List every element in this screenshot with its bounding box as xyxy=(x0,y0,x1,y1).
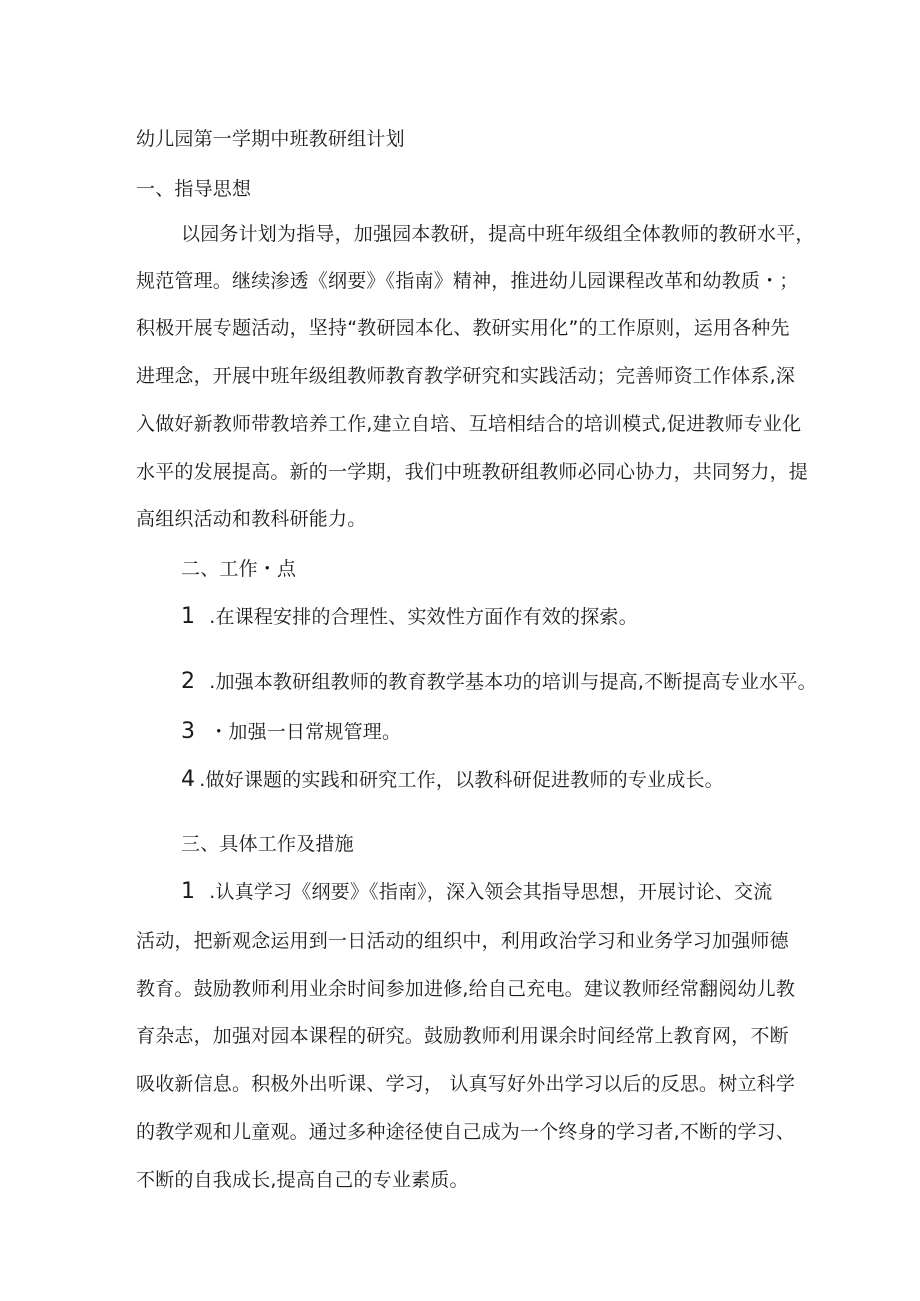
section-1-line-2: 规范管理。继续渗透《纲要》《指南》精神，推进幼儿园课程改革和幼教质・； xyxy=(136,270,799,292)
section-3-line-6: 的教学观和儿童观。通过多种途径使自己成为一个终身的学习者,不断的学习、 xyxy=(136,1121,796,1143)
section-1-line-7: 高组织活动和教科研能力。 xyxy=(136,508,367,530)
item-number: 1 xyxy=(181,604,196,629)
section-2-heading: 二、工作・点 xyxy=(181,558,297,580)
item-text: ・加强一日常规管理。 xyxy=(209,721,402,743)
section-3-line-3: 教育。鼓励教师利用业余时间参加进修,给自己充电。建议教师经常翻阅幼儿教 xyxy=(136,978,796,1000)
section-1-line-1: 以园务计划为指导，加强园本教研，提高中班年级组全体教师的教研水平， xyxy=(181,223,815,245)
section-3-line-2: 活动，把新观念运用到一日活动的组织中，利用政治学习和业务学习加强师德 xyxy=(136,930,789,952)
work-focus-item-4 xyxy=(181,768,724,792)
section-1-heading: 一、指导思想 xyxy=(136,178,252,200)
work-focus-item-2 xyxy=(181,670,817,694)
item-text: .在课程安排的合理性、实效性方面作有效的探索。 xyxy=(209,606,638,628)
item-number: 1 xyxy=(181,879,196,904)
section-1-line-6: 水平的发展提高。新的一学期，我们中班教研组教师必同心协力，共同努力，提 xyxy=(136,461,809,483)
item-number: 3 xyxy=(181,719,196,744)
section-3-heading: 三、具体工作及措施 xyxy=(181,833,354,855)
item-text: .加强本教研组教师的教育教学基本功的培训与提高,不断提高专业水平。 xyxy=(209,671,817,693)
work-focus-item-3 xyxy=(181,720,401,744)
section-3-line-5: 吸收新信息。积极外出听课、学习， 认真写好外出学习以后的反思。树立科学 xyxy=(136,1073,796,1095)
section-1-line-3: 积极开展专题活动，坚持“教研园本化、教研实用化”的工作原则，运用各种先 xyxy=(136,317,790,339)
item-number: 4 xyxy=(181,767,196,792)
work-focus-item-1 xyxy=(181,605,638,629)
section-3-line-7: 不断的自我成长,提高自己的专业素质。 xyxy=(136,1169,469,1191)
item-text: .做好课题的实践和研究工作，以教科研促进教师的专业成长。 xyxy=(199,769,724,791)
section-1-line-4: 进理念，开展中班年级组教师教育教学研究和实践活动；完善师资工作体系,深 xyxy=(136,365,796,387)
item-number: 2 xyxy=(181,669,196,694)
section-3-line-4: 育杂志，加强对园本课程的研究。鼓励教师利用课余时间经常上教育网，不断 xyxy=(136,1025,789,1047)
item-text: .认真学习《纲要》《指南》，深入领会其指导思想，开展讨论、交流 xyxy=(209,881,773,903)
document-title: 幼儿园第一学期中班教研组计划 xyxy=(136,128,405,150)
section-1-line-5: 入做好新教师带教培养工作,建立自培、互培相结合的培训模式,促进教师专业化 xyxy=(136,413,802,435)
section-3-line-1 xyxy=(181,880,772,904)
